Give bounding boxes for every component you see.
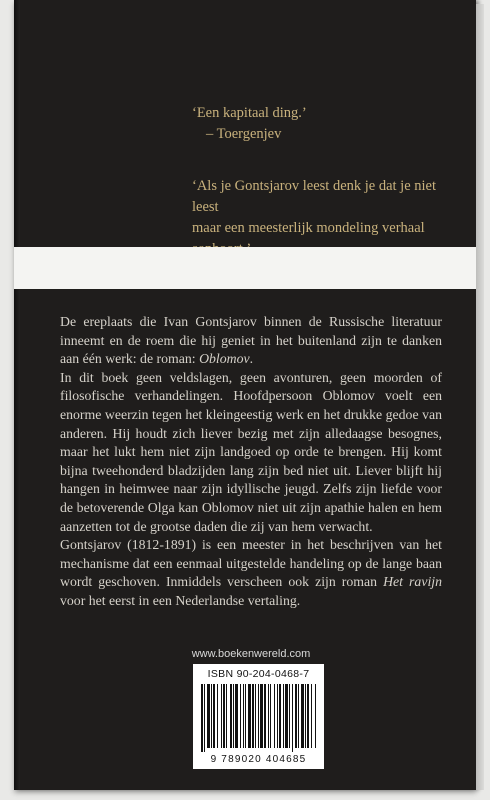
book-title-het-ravijn: Het ravijn	[383, 574, 443, 590]
description-text: voor het eerst in een Nederlandse vertaling.	[60, 592, 301, 608]
barcode-bar	[233, 684, 234, 748]
barcode-bar	[255, 684, 256, 748]
description-text: Gontsjarov (1812-1891) is een meester in het beschrijven van het mechanisme dat een eenmaal uitgestelde handeling op de lange baan wordt geschoven. Inmiddels verscheen ook zijn roman	[60, 537, 442, 590]
book-title-oblomov: Oblomov	[199, 351, 250, 367]
barcode-bar	[311, 684, 312, 748]
barcode-bar	[277, 684, 278, 748]
barcode-bar	[270, 684, 271, 748]
description-text: .	[249, 351, 254, 367]
barcode-bar	[221, 684, 222, 748]
barcode-bar	[305, 684, 306, 748]
isbn-number: ISBN 90-204-0468-7	[207, 668, 310, 680]
barcode-bar	[295, 684, 297, 748]
barcode-bar	[235, 684, 238, 748]
barcode-bar	[211, 684, 212, 748]
barcode-label	[193, 664, 324, 769]
barcode-bar	[240, 684, 241, 748]
barcode-bar	[248, 684, 251, 748]
barcode-bar	[252, 684, 254, 748]
description-paragraph-1	[60, 313, 442, 369]
barcode-bar	[298, 684, 299, 748]
barcode-bars	[201, 684, 316, 752]
barcode-bar	[201, 684, 203, 752]
barcode-bar	[204, 684, 205, 752]
barcode-bar	[213, 684, 215, 748]
page-edge	[476, 4, 484, 790]
barcode-bar	[283, 684, 284, 748]
barcode-bar	[260, 684, 263, 748]
ean-number: 9 789020 404685	[210, 754, 307, 765]
barcode-bar	[285, 684, 288, 748]
barcode-bar	[230, 684, 232, 748]
publisher-website: www.boekenwereld.com	[191, 648, 311, 660]
description-paragraph-2: In dit boek geen veldslagen, geen avonturen, geen moorden of filosofische verhandelingen. Hoofdpersoon Oblomov voelt een enorme weerzin tegen het kleingeestig werk en het drukke gedoe van anderen. Hij houdt zich liever bezig met zijn alledaagse besognes, maar het lukt hem niet zijn landgoed op orde te brengen. Hij komt bijna tweehonderd bladzijden lang zijn bed niet uit. Liever blijft hij hangen in heimwee naar zijn idyllische jeugd. Zelfs zijn liefde voor de betoverende Olga kan Oblomov niet uit zijn apathie halen en hem aanzetten tot de grootse daden die zij van hem verwacht.	[60, 369, 442, 534]
barcode-bar	[279, 684, 281, 748]
barcode-bar	[223, 684, 225, 748]
barcode-bar	[307, 684, 309, 748]
barcode-bar	[207, 684, 210, 748]
barcode-bar	[274, 684, 275, 748]
barcode-bar	[289, 684, 290, 748]
quote-text-line-1: ‘Als je Gontsjarov leest denk je dat je niet leest	[192, 178, 437, 215]
barcode-bar	[292, 684, 293, 752]
barcode-bar	[245, 684, 246, 748]
barcode-bar	[315, 684, 316, 748]
white-band	[14, 247, 476, 289]
barcode-bar	[301, 684, 304, 748]
description-text: De ereplaats die Ivan Gontsjarov binnen de Russische literatuur inneemt en de roem die hij geniet in het buitenland zijn te danken aan één werk: de roman:	[60, 314, 442, 367]
barcode-bar	[258, 684, 259, 748]
quote-author: – Toergenjev	[206, 126, 282, 142]
book-description	[60, 313, 442, 611]
quote-toergenjev	[192, 103, 462, 145]
spine-shadow	[14, 0, 20, 790]
quote-text: ‘Een kapitaal ding.’	[192, 105, 307, 121]
description-paragraph-3	[60, 536, 442, 610]
barcode-bar	[226, 684, 227, 748]
barcode-bar	[264, 684, 266, 748]
barcode-bar	[268, 684, 269, 748]
barcode-bar	[217, 684, 218, 748]
barcode-bar	[243, 684, 244, 748]
quote-text-line-2: maar een meesterlijk mondeling verhaal	[192, 220, 425, 236]
